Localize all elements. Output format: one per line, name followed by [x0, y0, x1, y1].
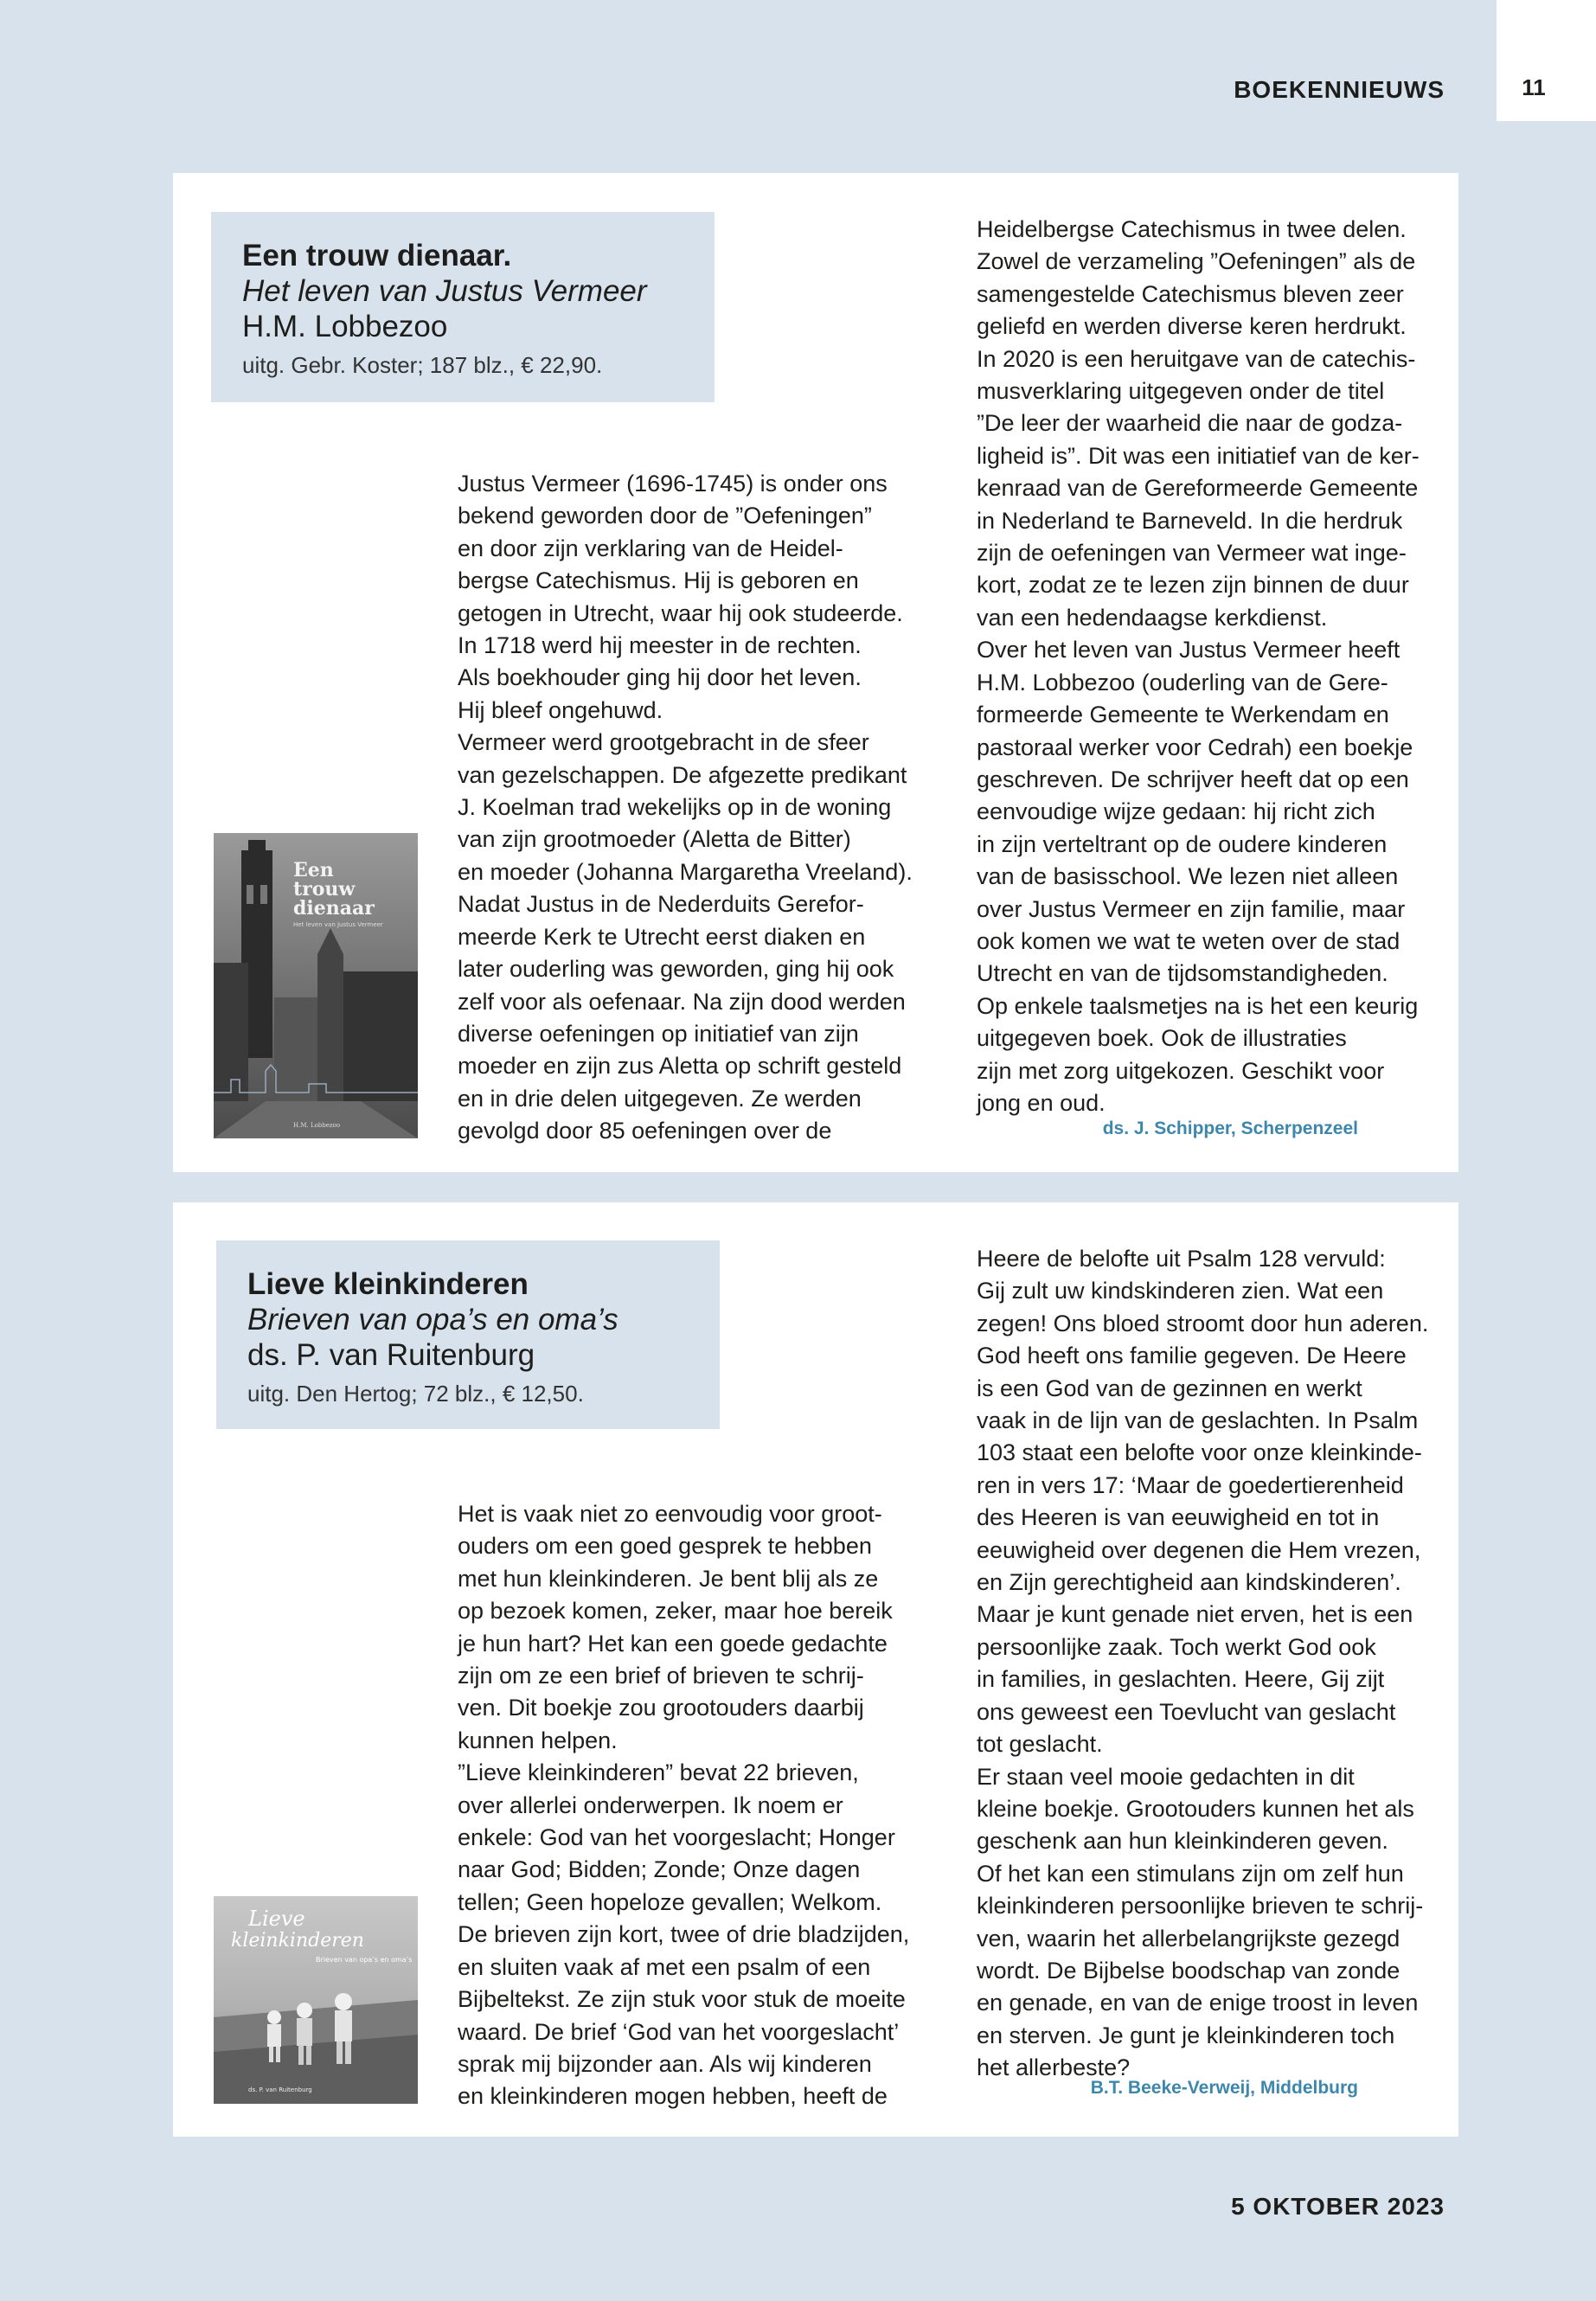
text-line: wordt. De Bijbelse boodschap van zonde — [977, 1957, 1401, 1984]
text-line: ven. Dit boekje zou grootouders daarbij — [458, 1695, 864, 1721]
text-line: zegen! Ons bloed stroomt door hun aderen. — [977, 1310, 1429, 1336]
book-author: H.M. Lobbezoo — [242, 310, 448, 343]
text-line: en door zijn verklaring van de Heidel- — [458, 535, 843, 561]
text-line: Nadat Justus in de Nederduits Gerefor- — [458, 891, 864, 918]
text-line: je hun hart? Het kan een goede gedachte — [458, 1630, 888, 1657]
text-line: gevolgd door 85 oefeningen over de — [458, 1118, 832, 1144]
text-line: Hij bleef ongehuwd. — [458, 696, 663, 723]
text-line: in zijn verteltrant op de oudere kinderen — [977, 830, 1388, 857]
text-line: zijn met zorg uitgekozen. Geschikt voor — [977, 1057, 1385, 1084]
text-line: ouders om een goed gesprek te hebben — [458, 1533, 872, 1560]
cover-subtitle: Het leven van Justus Vermeer — [293, 921, 383, 928]
text-line: musverklaring uitgegeven onder de titel — [977, 378, 1385, 405]
text-line: Zowel de verzameling ”Oefeningen” als de — [977, 248, 1416, 275]
book-cover-image — [214, 1896, 418, 2104]
cover-title-line: Een — [293, 859, 334, 881]
page-number-tab — [1497, 0, 1596, 121]
cover-author: H.M. Lobbezoo — [293, 1122, 341, 1129]
text-line: tot geslacht. — [977, 1731, 1103, 1758]
text-line: van gezelschappen. De afgezette predikant — [458, 761, 907, 788]
text-line: moeder en zijn zus Aletta op schrift gesteld — [458, 1053, 902, 1080]
book-publication-info: uitg. Gebr. Koster; 187 blz., € 22,90. — [242, 352, 603, 378]
review-signature: ds. J. Schipper, Scherpenzeel — [1102, 1118, 1358, 1138]
text-line: Maar je kunt genade niet erven, het is een — [977, 1601, 1413, 1628]
text-line: en genade, en van de enige troost in leven — [977, 1990, 1419, 2016]
cover-title-line: trouw — [293, 878, 356, 901]
text-line: geschenk aan hun kleinkinderen geven. — [977, 1828, 1388, 1855]
text-line: bergse Catechismus. Hij is geboren en — [458, 567, 859, 594]
text-line: eenvoudige wijze gedaan: hij richt zich — [977, 798, 1375, 825]
text-line: en sluiten vaak af met een psalm of een — [458, 1953, 871, 1980]
text-line: en in drie delen uitgegeven. Ze werden — [458, 1085, 862, 1112]
book-cover-image — [214, 833, 418, 1138]
text-line: Heere de belofte uit Psalm 128 vervuld: — [977, 1246, 1386, 1272]
book-subtitle: Brieven van opa’s en oma’s — [247, 1303, 619, 1336]
cover-subtitle: Brieven van opa’s en oma’s — [316, 1956, 413, 1964]
issue-date: 5 OKTOBER 2023 — [1231, 2193, 1445, 2220]
text-line: in families, in geslachten. Heere, Gij zijt — [977, 1666, 1385, 1693]
text-line: in Nederland te Barneveld. In die herdruk — [977, 507, 1403, 534]
text-line: met hun kleinkinderen. Je bent blij als ze — [458, 1565, 879, 1592]
text-line: getogen in Utrecht, waar hij ook studeerde. — [458, 599, 903, 626]
text-line: Heidelbergse Catechismus in twee delen. — [977, 216, 1407, 242]
book-info-box — [216, 1240, 720, 1429]
review-text-column — [458, 1498, 933, 2113]
text-line: geschreven. De schrijver heeft dat op een — [977, 766, 1409, 792]
text-line: van een hedendaagse kerkdienst. — [977, 604, 1328, 631]
text-line: over Justus Vermeer en zijn familie, maar — [977, 895, 1406, 922]
text-line: uitgegeven boek. Ook de illustraties — [977, 1025, 1347, 1052]
text-line: eeuwigheid over degenen die Hem vrezen, — [977, 1536, 1421, 1563]
text-line: kunnen helpen. — [458, 1727, 618, 1753]
text-line: zelf voor als oefenaar. Na zijn dood werden — [458, 988, 906, 1015]
review-text-column — [977, 1243, 1461, 2085]
text-line: In 1718 werd hij meester in de rechten. — [458, 632, 862, 659]
review-text-column — [458, 468, 933, 1148]
text-line: ons geweest een Toevlucht van geslacht — [977, 1698, 1396, 1725]
text-line: Bijbeltekst. Ze zijn stuk voor stuk de moeite — [458, 1986, 906, 2013]
text-line: ren in vers 17: ‘Maar de goedertierenheid — [977, 1471, 1404, 1498]
text-line: J. Koelman trad wekelijks op in de woning — [458, 794, 892, 821]
text-line: Gij zult uw kindskinderen zien. Wat een — [977, 1278, 1384, 1304]
text-line: Vermeer werd grootgebracht in de sfeer — [458, 729, 869, 756]
review-card-1 — [173, 173, 1458, 1172]
text-line: In 2020 is een heruitgave van de catechis- — [977, 345, 1416, 372]
text-line: diverse oefeningen op initiatief van zijn — [458, 1020, 859, 1047]
text-line: en moeder (Johanna Margaretha Vreeland). — [458, 858, 913, 885]
text-line: sprak mij bijzonder aan. Als wij kinderen — [458, 2050, 872, 2077]
text-line: meerde Kerk te Utrecht eerst diaken en — [458, 923, 866, 950]
text-line: samengestelde Catechismus bleven zeer — [977, 280, 1404, 307]
text-line: Over het leven van Justus Vermeer heeft — [977, 637, 1401, 663]
text-line: en Zijn gerechtigheid aan kindskinderen’. — [977, 1569, 1401, 1596]
text-line: zijn om ze een brief of brieven te schrij- — [458, 1663, 864, 1689]
text-line: is een God van de gezinnen en werkt — [977, 1375, 1362, 1401]
book-cover-een-trouw-dienaar — [214, 833, 418, 1138]
text-line: over allerlei onderwerpen. Ik noem er — [458, 1791, 843, 1818]
text-line: waard. De brief ‘God van het voorgeslacht’ — [458, 2018, 900, 2045]
book-subtitle: Het leven van Justus Vermeer — [242, 274, 647, 308]
text-line: ven, waarin het allerbelangrijkste gezegd — [977, 1925, 1401, 1952]
book-info-box — [211, 212, 715, 402]
text-line: pastoraal werker voor Cedrah) een boekje — [977, 734, 1413, 760]
text-line: Als boekhouder ging hij door het leven. — [458, 664, 862, 691]
text-line: en sterven. Je gunt je kleinkinderen toch — [977, 2022, 1395, 2048]
text-line: 103 staat een belofte voor onze kleinkinde- — [977, 1439, 1422, 1466]
text-line: De brieven zijn kort, twee of drie bladzijden, — [458, 1921, 910, 1948]
section-label: BOEKENNIEUWS — [1234, 76, 1445, 103]
book-publication-info: uitg. Den Hertog; 72 blz., € 12,50. — [247, 1381, 584, 1407]
text-line: formeerde Gemeente te Werkendam en — [977, 702, 1389, 728]
text-line: Justus Vermeer (1696-1745) is onder ons — [458, 471, 888, 497]
text-line: ”Lieve kleinkinderen” bevat 22 brieven, — [458, 1759, 859, 1786]
text-line: zijn de oefeningen van Vermeer wat inge- — [977, 540, 1407, 567]
text-line: vaak in de lijn van de geslachten. In Psalm — [977, 1407, 1419, 1434]
text-line: bekend geworden door de ”Oefeningen” — [458, 503, 872, 529]
text-line: Er staan veel mooie gedachten in dit — [977, 1763, 1355, 1790]
text-line: persoonlijke zaak. Toch werkt God ook — [977, 1633, 1376, 1660]
review-text-column — [977, 214, 1461, 1119]
cover-title-line: dienaar — [293, 897, 375, 920]
text-line: van de basisschool. We lezen niet alleen — [977, 863, 1399, 890]
text-line: kleinkinderen persoonlijke brieven te schrij- — [977, 1893, 1424, 1920]
book-author: ds. P. van Ruitenburg — [247, 1338, 535, 1372]
text-line: tellen; Geen hopeloze gevallen; Welkom. — [458, 1888, 882, 1915]
text-line: geliefd en werden diverse keren herdrukt. — [977, 313, 1407, 340]
text-line: en kleinkinderen mogen hebben, heeft de — [458, 2083, 888, 2110]
text-line: ”De leer der waarheid die naar de godza- — [977, 410, 1403, 437]
book-cover-lieve-kleinkinderen — [214, 1896, 418, 2104]
text-line: later ouderling was geworden, ging hij ook — [458, 956, 894, 983]
text-line: enkele: God van het voorgeslacht; Honger — [458, 1824, 895, 1851]
review-card-2 — [173, 1202, 1458, 2137]
text-line: Het is vaak niet zo eenvoudig voor groot- — [458, 1501, 882, 1527]
book-title: Een trouw dienaar. — [242, 239, 512, 272]
text-line: kort, zodat ze te lezen zijn binnen de duur — [977, 572, 1409, 599]
text-line: kleine boekje. Grootouders kunnen het als — [977, 1795, 1414, 1822]
text-line: kenraad van de Gereformeerde Gemeente — [977, 475, 1419, 502]
text-line: des Heeren is van eeuwigheid en tot in — [977, 1504, 1380, 1531]
cover-author: ds. P. van Ruitenburg — [248, 2086, 312, 2093]
text-line: naar God; Bidden; Zonde; Onze dagen — [458, 1856, 861, 1883]
text-line: Of het kan een stimulans zijn om zelf hun — [977, 1860, 1404, 1887]
page-number: 11 — [1522, 74, 1546, 100]
text-line: Utrecht en van de tijdsomstandigheden. — [977, 960, 1388, 987]
text-line: Op enkele taalsmetjes na is het een keurig — [977, 992, 1419, 1019]
text-line: ligheid is”. Dit was een initiatief van de ker- — [977, 442, 1420, 469]
text-line: H.M. Lobbezoo (ouderling van de Gere- — [977, 669, 1388, 695]
cover-title-line: kleinkinderen — [231, 1930, 364, 1952]
text-line: van zijn grootmoeder (Aletta de Bitter) — [458, 826, 851, 853]
text-line: God heeft ons familie gegeven. De Heere — [977, 1343, 1407, 1369]
text-line: ook komen we wat te weten over de stad — [977, 927, 1401, 954]
book-title: Lieve kleinkinderen — [247, 1267, 529, 1301]
review-signature: B.T. Beeke-Verweij, Middelburg — [1090, 2078, 1358, 2098]
text-line: op bezoek komen, zeker, maar hoe bereik — [458, 1598, 893, 1625]
cover-title-line: Lieve — [248, 1907, 305, 1931]
text-line: jong en oud. — [977, 1089, 1106, 1116]
text-line: het allerbeste? — [977, 2054, 1131, 2081]
